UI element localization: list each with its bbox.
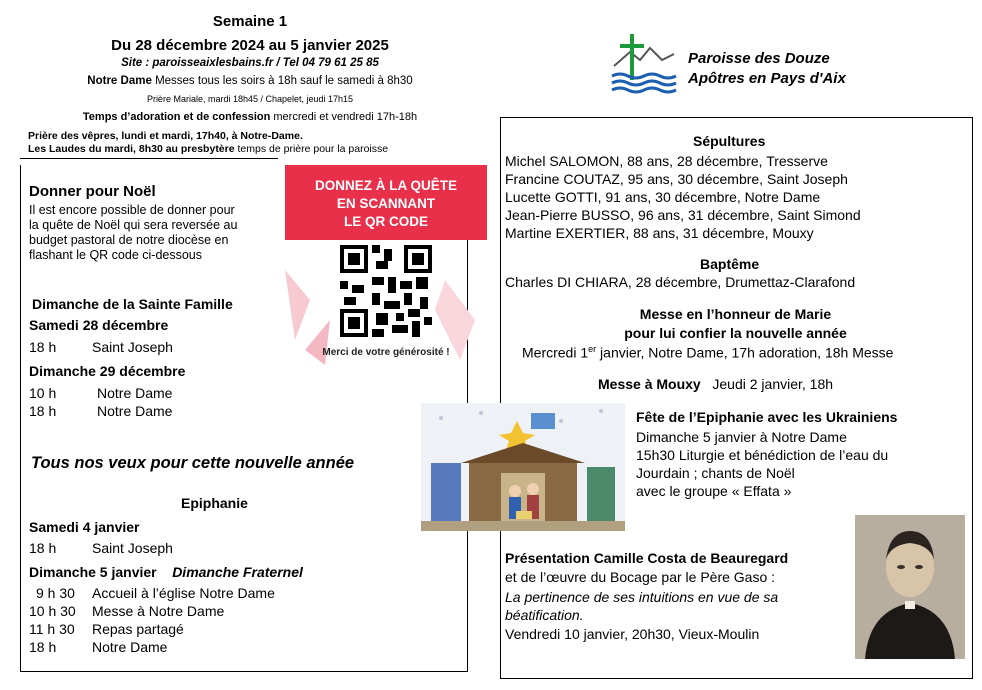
donate-text-line: budget pastoral de notre diocèse en bbox=[29, 233, 229, 247]
portrait-photo bbox=[855, 515, 965, 659]
notre-dame-text: Messes tous les soirs à 18h sauf le samedi à 8h30 bbox=[155, 75, 413, 87]
list-item: Lucette GOTTI, 91 ans, 30 décembre, Notre Dame bbox=[505, 189, 821, 205]
qr-code bbox=[340, 245, 432, 337]
sainte-famille-title: Dimanche de la Sainte Famille bbox=[32, 296, 233, 312]
sainte-famille-dimanche: Dimanche 29 décembre bbox=[29, 363, 186, 379]
list-item: Francine COUTAZ, 95 ans, 30 décembre, Saint Joseph bbox=[505, 171, 848, 187]
donate-thanks: Merci de votre générosité ! bbox=[322, 347, 450, 358]
banner-line: LE QR CODE bbox=[343, 214, 428, 229]
row-time: 18 h bbox=[29, 540, 57, 556]
list-item: Jean-Pierre BUSSO, 96 ans, 31 décembre, Saint Simond bbox=[505, 207, 861, 223]
row-place: Notre Dame bbox=[97, 403, 173, 419]
logo-line-2: Apôtres en Pays d'Aix bbox=[688, 70, 846, 87]
row-place: Saint Joseph bbox=[92, 540, 173, 556]
marie-text-after: janvier, Notre Dame, 17h adoration, 18h Messe bbox=[596, 344, 894, 361]
marie-title-1: Messe en l’honneur de Marie bbox=[639, 306, 832, 322]
list-item: Martine EXERTIER, 88 ans, 31 décembre, Mouxy bbox=[505, 225, 814, 241]
camille-italic-2: béatification. bbox=[505, 607, 584, 623]
epiphanie-samedi: Samedi 4 janvier bbox=[29, 519, 140, 535]
row-time: 18 h bbox=[29, 639, 57, 655]
row-time: 18 h bbox=[29, 403, 57, 419]
mouxy-text: Jeudi 2 janvier, 18h bbox=[712, 376, 834, 392]
row-place: Accueil à l’église Notre Dame bbox=[92, 585, 275, 601]
adoration-text: mercredi et vendredi 17h-18h bbox=[273, 111, 418, 123]
logo-text bbox=[688, 49, 846, 89]
donate-title: Donner pour Noël bbox=[29, 183, 156, 200]
adoration-label: Temps d’adoration et de confession bbox=[82, 111, 271, 123]
ukrainiens-line: Dimanche 5 janvier à Notre Dame bbox=[636, 429, 847, 445]
row-place: Notre Dame bbox=[92, 639, 168, 655]
laudes-label: Les Laudes du mardi, 8h30 au presbytère bbox=[28, 143, 235, 155]
left-box-top-border bbox=[20, 158, 278, 159]
laudes-text: temps de prière pour la paroisse bbox=[237, 143, 389, 155]
mouxy-line bbox=[598, 376, 833, 392]
row-place: Notre Dame bbox=[97, 385, 173, 401]
donate-text bbox=[29, 203, 237, 263]
camille-date: Vendredi 10 janvier, 20h30, Vieux-Moulin bbox=[505, 626, 760, 642]
row-time: 11 h 30 bbox=[29, 621, 75, 637]
schedule-row-place: Saint Joseph bbox=[92, 339, 173, 355]
list-item: Michel SALOMON, 88 ans, 28 décembre, Tresserve bbox=[505, 153, 828, 169]
ukrainiens-text bbox=[636, 428, 888, 500]
camille-title: Présentation Camille Costa de Beauregard bbox=[505, 550, 789, 566]
priest-portrait-icon bbox=[855, 515, 965, 659]
voeux-line: Tous nos veux pour cette nouvelle année bbox=[31, 454, 355, 472]
row-time: 10 h 30 bbox=[29, 603, 76, 619]
site-line: Site : paroisseaixlesbains.fr / Tel 04 79 61 25 85 bbox=[121, 57, 379, 69]
priere-line: Prière Mariale, mardi 18h45 / Chapelet, jeudi 17h15 bbox=[146, 94, 354, 104]
donate-text-line: la quête de Noël qui sera reversée au bbox=[29, 218, 238, 232]
laudes-line bbox=[28, 143, 388, 155]
row-place: Messe à Notre Dame bbox=[92, 603, 225, 619]
qr-code-icon bbox=[340, 245, 432, 337]
donate-banner-text bbox=[285, 177, 487, 231]
logo-line-1: Paroisse des Douze bbox=[688, 50, 830, 67]
bapteme-item: Charles DI CHIARA, 28 décembre, Drumettaz-Clarafond bbox=[505, 274, 856, 290]
sepultures-list bbox=[505, 152, 861, 242]
notre-dame-label: Notre Dame bbox=[87, 75, 152, 87]
row-place: Repas partagé bbox=[92, 621, 184, 637]
marie-text bbox=[522, 344, 893, 361]
ukrainiens-title: Fête de l’Epiphanie avec les Ukrainiens bbox=[636, 409, 898, 425]
donate-text-line: flashant le QR code ci-dessous bbox=[29, 248, 203, 262]
camille-line-2: et de l’œuvre du Bocage par le Père Gaso : bbox=[505, 569, 776, 585]
row-time: 10 h bbox=[29, 385, 57, 401]
dimanche-fraternel: Dimanche Fraternel bbox=[172, 564, 303, 580]
row-time: 18 h bbox=[29, 339, 57, 355]
row-time: 9 h 30 bbox=[36, 585, 75, 601]
schedule-row bbox=[29, 339, 56, 355]
banner-line: EN SCANNANT bbox=[336, 196, 436, 211]
marie-sup: er bbox=[588, 344, 597, 354]
sepultures-title: Sépultures bbox=[693, 133, 766, 149]
donate-text-line: Il est encore possible de donner pour bbox=[29, 203, 235, 217]
epiphanie-title: Epiphanie bbox=[181, 495, 248, 511]
parish-logo bbox=[610, 32, 678, 94]
ukrainiens-line: Jourdain ; chants de Noël bbox=[636, 465, 795, 481]
banner-line: DONNEZ À LA QUÊTE bbox=[314, 178, 457, 193]
bapteme-title: Baptême bbox=[700, 256, 760, 272]
mouxy-title: Messe à Mouxy bbox=[598, 376, 701, 392]
ukrainiens-line: 15h30 Liturgie et bénédiction de l’eau du bbox=[636, 447, 889, 463]
epiphanie-dimanche: Dimanche 5 janvier bbox=[29, 564, 157, 580]
cross-mountain-waves-icon bbox=[610, 32, 678, 94]
epiphanie-dimanche-line bbox=[29, 564, 303, 580]
donate-qr-graphic bbox=[285, 165, 487, 370]
adoration-line bbox=[30, 111, 470, 123]
ukrainiens-line: avec le groupe « Effata » bbox=[636, 483, 792, 499]
marie-text-before: Mercredi 1 bbox=[522, 344, 589, 361]
camille-italic-1: La pertinence de ses intuitions en vue de sa bbox=[505, 589, 779, 605]
sainte-famille-samedi: Samedi 28 décembre bbox=[29, 317, 169, 333]
week-title: Semaine 1 bbox=[212, 13, 288, 30]
week-dates: Du 28 décembre 2024 au 5 janvier 2025 bbox=[111, 37, 389, 54]
marie-title-2: pour lui confier la nouvelle année bbox=[624, 325, 847, 341]
nativity-illustration bbox=[421, 403, 625, 531]
vepres-line: Prière des vêpres, lundi et mardi, 17h40, à Notre-Dame. bbox=[28, 130, 303, 142]
nativity-scene-icon bbox=[421, 403, 625, 531]
notre-dame-line bbox=[30, 75, 470, 87]
